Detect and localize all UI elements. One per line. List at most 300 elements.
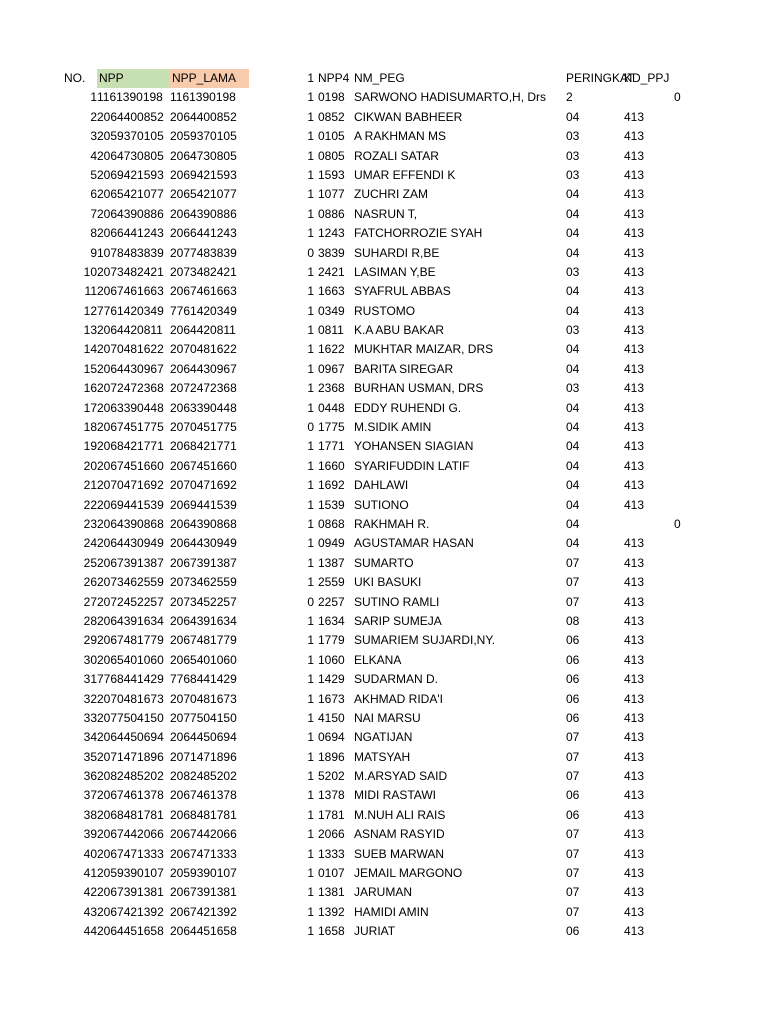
cell-npp4[interactable]: 0805 bbox=[318, 148, 345, 163]
header-nm-peg[interactable]: NM_PEG bbox=[354, 71, 405, 85]
cell-npp4[interactable]: 0886 bbox=[318, 206, 345, 221]
cell-npp4[interactable]: 1779 bbox=[318, 633, 345, 648]
cell-npp4[interactable]: 1378 bbox=[318, 788, 345, 803]
cell-nm-peg[interactable]: BURHAN USMAN, DRS bbox=[354, 381, 484, 396]
cell-npp[interactable]: 2068481781 bbox=[97, 807, 164, 822]
cell-no[interactable]: 1 bbox=[90, 90, 97, 105]
cell-npp-lama[interactable]: 7768441429 bbox=[170, 672, 237, 687]
cell-nm-peg[interactable]: SYAFRUL ABBAS bbox=[354, 284, 451, 299]
cell-peringkat[interactable]: 03 bbox=[566, 323, 580, 338]
cell-npp[interactable]: 2064430967 bbox=[97, 361, 164, 376]
header-one[interactable]: 1 bbox=[307, 71, 314, 85]
cell-npp[interactable]: 2071471896 bbox=[97, 749, 164, 764]
cell-npp4[interactable]: 0349 bbox=[318, 303, 345, 318]
cell-no[interactable]: 42 bbox=[83, 885, 97, 900]
cell-npp-lama[interactable]: 2064391634 bbox=[170, 613, 237, 628]
cell-npp4[interactable]: 1781 bbox=[318, 807, 345, 822]
cell-no[interactable]: 36 bbox=[83, 769, 97, 784]
cell-peringkat[interactable]: 06 bbox=[566, 633, 580, 648]
cell-one[interactable]: 0 bbox=[307, 420, 314, 435]
cell-nm-peg[interactable]: AKHMAD RIDA'I bbox=[354, 691, 443, 706]
cell-npp[interactable]: 2065421077 bbox=[97, 187, 164, 202]
cell-one[interactable]: 1 bbox=[307, 885, 314, 900]
cell-peringkat[interactable]: 07 bbox=[566, 866, 580, 881]
cell-one[interactable]: 1 bbox=[307, 730, 314, 745]
cell-peringkat[interactable]: 06 bbox=[566, 710, 580, 725]
cell-npp-lama[interactable]: 2070471692 bbox=[170, 478, 237, 493]
cell-peringkat[interactable]: 06 bbox=[566, 788, 580, 803]
cell-nm-peg[interactable]: ASNAM RASYID bbox=[354, 827, 445, 842]
cell-nm-peg[interactable]: M.SIDIK AMIN bbox=[354, 420, 432, 435]
cell-no[interactable]: 22 bbox=[83, 497, 97, 512]
cell-ppj[interactable] bbox=[674, 612, 704, 631]
cell-npp[interactable]: 2064391634 bbox=[97, 613, 164, 628]
cell-no[interactable]: 19 bbox=[83, 439, 97, 454]
cell-peringkat[interactable]: 04 bbox=[566, 536, 580, 551]
cell-npp-lama[interactable]: 2073452257 bbox=[170, 594, 237, 609]
cell-npp[interactable]: 2067451660 bbox=[97, 458, 164, 473]
cell-peringkat[interactable]: 04 bbox=[566, 303, 580, 318]
cell-one[interactable]: 1 bbox=[307, 555, 314, 570]
cell-no[interactable]: 14 bbox=[83, 342, 97, 357]
cell-one[interactable]: 1 bbox=[307, 206, 314, 221]
cell-npp4[interactable]: 0107 bbox=[318, 866, 345, 881]
cell-kd[interactable]: 413 bbox=[624, 594, 645, 609]
cell-ppj[interactable] bbox=[674, 321, 704, 340]
cell-no[interactable]: 6 bbox=[90, 187, 97, 202]
cell-ppj[interactable] bbox=[674, 709, 704, 728]
cell-npp4[interactable]: 1634 bbox=[318, 613, 345, 628]
cell-npp[interactable]: 2067391387 bbox=[97, 555, 164, 570]
cell-one[interactable]: 1 bbox=[307, 458, 314, 473]
cell-nm-peg[interactable]: FATCHORROZIE SYAH bbox=[354, 226, 483, 241]
cell-npp[interactable]: 2067442066 bbox=[97, 827, 164, 842]
cell-ppj[interactable] bbox=[674, 244, 704, 263]
cell-npp[interactable]: 2073462559 bbox=[97, 575, 164, 590]
cell-npp-lama[interactable]: 2082485202 bbox=[170, 769, 237, 784]
cell-npp-lama[interactable]: 2067391387 bbox=[170, 555, 237, 570]
cell-no[interactable]: 28 bbox=[83, 613, 97, 628]
cell-peringkat[interactable]: 04 bbox=[566, 245, 580, 260]
cell-npp-lama[interactable]: 2063390448 bbox=[170, 400, 237, 415]
cell-npp[interactable]: 2072452257 bbox=[97, 594, 164, 609]
cell-peringkat[interactable]: 2 bbox=[566, 90, 573, 105]
cell-npp-lama[interactable]: 2067451660 bbox=[170, 458, 237, 473]
cell-peringkat[interactable]: 03 bbox=[566, 264, 580, 279]
cell-npp-lama[interactable]: 2067461663 bbox=[170, 284, 237, 299]
cell-one[interactable]: 0 bbox=[307, 245, 314, 260]
cell-npp-lama[interactable]: 2066441243 bbox=[170, 226, 237, 241]
cell-npp-lama[interactable]: 2064390886 bbox=[170, 206, 237, 221]
cell-ppj[interactable] bbox=[674, 883, 704, 902]
cell-no[interactable]: 17 bbox=[83, 400, 97, 415]
cell-no[interactable]: 40 bbox=[83, 846, 97, 861]
cell-peringkat[interactable]: 07 bbox=[566, 555, 580, 570]
cell-no[interactable]: 3 bbox=[90, 129, 97, 144]
cell-peringkat[interactable]: 04 bbox=[566, 226, 580, 241]
cell-npp-lama[interactable]: 2069441539 bbox=[170, 497, 237, 512]
cell-no[interactable]: 33 bbox=[83, 710, 97, 725]
cell-nm-peg[interactable]: NASRUN T, bbox=[354, 206, 418, 221]
cell-no[interactable]: 43 bbox=[83, 904, 97, 919]
cell-npp-lama[interactable]: 2071471896 bbox=[170, 749, 237, 764]
cell-nm-peg[interactable]: ELKANA bbox=[354, 652, 402, 667]
cell-one[interactable]: 1 bbox=[307, 478, 314, 493]
cell-no[interactable]: 44 bbox=[83, 924, 97, 939]
cell-kd[interactable]: 413 bbox=[624, 420, 645, 435]
cell-one[interactable]: 1 bbox=[307, 788, 314, 803]
cell-nm-peg[interactable]: MUKHTAR MAIZAR, DRS bbox=[354, 342, 494, 357]
cell-npp-lama[interactable]: 2067471333 bbox=[170, 846, 237, 861]
cell-peringkat[interactable]: 04 bbox=[566, 497, 580, 512]
cell-npp-lama[interactable]: 2073462559 bbox=[170, 575, 237, 590]
cell-no[interactable]: 20 bbox=[83, 458, 97, 473]
cell-one[interactable]: 0 bbox=[307, 594, 314, 609]
cell-one[interactable]: 1 bbox=[307, 807, 314, 822]
cell-no[interactable]: 32 bbox=[83, 691, 97, 706]
cell-nm-peg[interactable]: MATSYAH bbox=[354, 749, 411, 764]
cell-kd[interactable]: 413 bbox=[624, 478, 645, 493]
cell-npp[interactable]: 2068421771 bbox=[97, 439, 164, 454]
cell-nm-peg[interactable]: SARWONO HADISUMARTO,H, Drs bbox=[354, 90, 547, 105]
cell-no[interactable]: 7 bbox=[90, 206, 97, 221]
cell-npp4[interactable]: 0694 bbox=[318, 730, 345, 745]
cell-npp[interactable]: 2077504150 bbox=[97, 710, 164, 725]
cell-nm-peg[interactable]: M.ARSYAD SAID bbox=[354, 769, 448, 784]
cell-npp4[interactable]: 1077 bbox=[318, 187, 345, 202]
cell-one[interactable]: 1 bbox=[307, 90, 314, 105]
cell-one[interactable]: 1 bbox=[307, 769, 314, 784]
cell-npp-lama[interactable]: 2077504150 bbox=[170, 710, 237, 725]
cell-npp-lama[interactable]: 2067481779 bbox=[170, 633, 237, 648]
cell-no[interactable]: 39 bbox=[83, 827, 97, 842]
cell-nm-peg[interactable]: UMAR EFFENDI K bbox=[354, 167, 456, 182]
cell-nm-peg[interactable]: A RAKHMAN MS bbox=[354, 129, 447, 144]
cell-kd[interactable]: 413 bbox=[624, 807, 645, 822]
cell-one[interactable]: 1 bbox=[307, 226, 314, 241]
cell-peringkat[interactable]: 07 bbox=[566, 885, 580, 900]
cell-npp-lama[interactable]: 7761420349 bbox=[170, 303, 237, 318]
cell-nm-peg[interactable]: DAHLAWI bbox=[354, 478, 409, 493]
cell-kd[interactable]: 413 bbox=[624, 575, 645, 590]
cell-kd[interactable]: 413 bbox=[624, 672, 645, 687]
cell-npp[interactable]: 2064420811 bbox=[97, 323, 163, 338]
cell-nm-peg[interactable]: JURIAT bbox=[354, 924, 396, 939]
cell-nm-peg[interactable]: SUMARTO bbox=[354, 555, 414, 570]
cell-peringkat[interactable]: 03 bbox=[566, 167, 580, 182]
cell-one[interactable]: 1 bbox=[307, 827, 314, 842]
cell-nm-peg[interactable]: UKI BASUKI bbox=[354, 575, 422, 590]
cell-kd[interactable]: 413 bbox=[624, 788, 645, 803]
cell-ppj[interactable] bbox=[674, 690, 704, 709]
cell-nm-peg[interactable]: ROZALI SATAR bbox=[354, 148, 439, 163]
cell-npp[interactable]: 2073482421 bbox=[97, 264, 164, 279]
cell-kd[interactable]: 413 bbox=[624, 710, 645, 725]
cell-ppj[interactable] bbox=[674, 399, 704, 418]
cell-one[interactable]: 1 bbox=[307, 109, 314, 124]
cell-npp-lama[interactable]: 2070481622 bbox=[170, 342, 237, 357]
cell-npp[interactable]: 7761420349 bbox=[97, 303, 164, 318]
cell-ppj[interactable] bbox=[674, 282, 704, 301]
cell-npp[interactable]: 2070471692 bbox=[97, 478, 164, 493]
cell-no[interactable]: 30 bbox=[83, 652, 97, 667]
cell-npp-lama[interactable]: 2070481673 bbox=[170, 691, 237, 706]
cell-peringkat[interactable]: 07 bbox=[566, 594, 580, 609]
cell-one[interactable]: 1 bbox=[307, 303, 314, 318]
cell-no[interactable]: 21 bbox=[83, 478, 97, 493]
cell-nm-peg[interactable]: NGATIJAN bbox=[354, 730, 413, 745]
cell-peringkat[interactable]: 07 bbox=[566, 730, 580, 745]
cell-nm-peg[interactable]: HAMIDI AMIN bbox=[354, 904, 429, 919]
cell-ppj[interactable] bbox=[674, 496, 704, 515]
cell-kd[interactable]: 413 bbox=[624, 769, 645, 784]
cell-npp-lama[interactable]: 2070451775 bbox=[170, 420, 237, 435]
cell-ppj[interactable] bbox=[674, 379, 704, 398]
cell-kd[interactable]: 413 bbox=[624, 691, 645, 706]
cell-one[interactable]: 1 bbox=[307, 536, 314, 551]
cell-kd[interactable]: 413 bbox=[624, 555, 645, 570]
cell-npp4[interactable]: 1387 bbox=[318, 555, 345, 570]
cell-no[interactable]: 9 bbox=[90, 245, 97, 260]
cell-npp4[interactable]: 1660 bbox=[318, 458, 345, 473]
cell-kd[interactable]: 413 bbox=[624, 749, 645, 764]
cell-npp4[interactable]: 0811 bbox=[318, 323, 344, 338]
cell-kd[interactable]: 413 bbox=[624, 613, 645, 628]
cell-kd[interactable]: 413 bbox=[624, 458, 645, 473]
cell-npp[interactable]: 2064400852 bbox=[97, 109, 164, 124]
cell-ppj[interactable] bbox=[674, 205, 704, 224]
cell-no[interactable]: 4 bbox=[90, 148, 97, 163]
cell-ppj[interactable] bbox=[674, 651, 704, 670]
cell-npp[interactable]: 1161390198 bbox=[97, 90, 163, 105]
cell-npp4[interactable]: 0868 bbox=[318, 516, 345, 531]
cell-npp[interactable]: 2069441539 bbox=[97, 497, 164, 512]
cell-ppj[interactable] bbox=[674, 845, 704, 864]
cell-npp[interactable]: 2067461378 bbox=[97, 788, 164, 803]
cell-ppj[interactable] bbox=[674, 127, 704, 146]
cell-npp[interactable]: 2064450694 bbox=[97, 730, 164, 745]
cell-ppj[interactable] bbox=[674, 903, 704, 922]
cell-npp4[interactable]: 0105 bbox=[318, 129, 345, 144]
cell-npp[interactable]: 2059390107 bbox=[97, 866, 164, 881]
cell-no[interactable]: 26 bbox=[83, 575, 97, 590]
cell-peringkat[interactable]: 07 bbox=[566, 575, 580, 590]
cell-ppj[interactable] bbox=[674, 593, 704, 612]
header-kd-ppj[interactable]: KD_PPJ bbox=[624, 71, 670, 85]
cell-one[interactable]: 1 bbox=[307, 361, 314, 376]
cell-one[interactable]: 1 bbox=[307, 497, 314, 512]
cell-npp4[interactable]: 1663 bbox=[318, 284, 345, 299]
cell-npp-lama[interactable]: 2067391381 bbox=[170, 885, 237, 900]
cell-one[interactable]: 1 bbox=[307, 710, 314, 725]
cell-kd[interactable]: 413 bbox=[624, 827, 645, 842]
cell-one[interactable]: 1 bbox=[307, 846, 314, 861]
cell-npp[interactable]: 2064390868 bbox=[97, 516, 164, 531]
cell-kd[interactable]: 413 bbox=[624, 497, 645, 512]
cell-one[interactable]: 1 bbox=[307, 633, 314, 648]
cell-one[interactable]: 1 bbox=[307, 167, 314, 182]
cell-npp-lama[interactable]: 2059370105 bbox=[170, 129, 237, 144]
cell-no[interactable]: 25 bbox=[83, 555, 97, 570]
cell-nm-peg[interactable]: K.A ABU BAKAR bbox=[354, 323, 445, 338]
cell-npp-lama[interactable]: 2064390868 bbox=[170, 516, 237, 531]
cell-npp4[interactable]: 2066 bbox=[318, 827, 345, 842]
cell-one[interactable]: 1 bbox=[307, 284, 314, 299]
cell-npp-lama[interactable]: 2065421077 bbox=[170, 187, 237, 202]
cell-peringkat[interactable]: 04 bbox=[566, 206, 580, 221]
cell-npp[interactable]: 2070481673 bbox=[97, 691, 164, 706]
cell-npp[interactable]: 2067461663 bbox=[97, 284, 164, 299]
cell-nm-peg[interactable]: JEMAIL MARGONO bbox=[354, 866, 463, 881]
cell-no[interactable]: 15 bbox=[83, 361, 97, 376]
cell-npp-lama[interactable]: 2064451658 bbox=[170, 924, 237, 939]
cell-npp4[interactable]: 2257 bbox=[318, 594, 345, 609]
cell-npp-lama[interactable]: 2067442066 bbox=[170, 827, 237, 842]
cell-kd[interactable]: 413 bbox=[624, 264, 645, 279]
cell-one[interactable]: 1 bbox=[307, 652, 314, 667]
cell-peringkat[interactable]: 04 bbox=[566, 109, 580, 124]
cell-one[interactable]: 1 bbox=[307, 381, 314, 396]
cell-nm-peg[interactable]: SYARIFUDDIN LATIF bbox=[354, 458, 470, 473]
cell-npp4[interactable]: 1771 bbox=[318, 439, 345, 454]
cell-kd[interactable] bbox=[624, 515, 674, 534]
cell-ppj[interactable] bbox=[674, 534, 704, 553]
cell-npp[interactable]: 1078483839 bbox=[97, 245, 164, 260]
cell-npp-lama[interactable]: 2077483839 bbox=[170, 245, 237, 260]
cell-npp4[interactable]: 0852 bbox=[318, 109, 345, 124]
cell-no[interactable]: 24 bbox=[83, 536, 97, 551]
cell-kd[interactable]: 413 bbox=[624, 245, 645, 260]
cell-npp[interactable]: 2067471333 bbox=[97, 846, 164, 861]
cell-one[interactable]: 1 bbox=[307, 575, 314, 590]
cell-nm-peg[interactable]: RUSTOMO bbox=[354, 303, 416, 318]
cell-npp-lama[interactable]: 2059390107 bbox=[170, 866, 237, 881]
cell-npp-lama[interactable]: 2069421593 bbox=[170, 167, 237, 182]
cell-npp4[interactable]: 0448 bbox=[318, 400, 345, 415]
cell-peringkat[interactable]: 06 bbox=[566, 672, 580, 687]
cell-peringkat[interactable]: 04 bbox=[566, 361, 580, 376]
cell-peringkat[interactable]: 04 bbox=[566, 187, 580, 202]
cell-ppj[interactable] bbox=[674, 340, 704, 359]
cell-nm-peg[interactable]: SUTINO RAMLI bbox=[354, 594, 440, 609]
header-peringkat[interactable]: PERINGKAT bbox=[566, 71, 635, 85]
cell-no[interactable]: 38 bbox=[83, 807, 97, 822]
cell-ppj[interactable] bbox=[674, 166, 704, 185]
cell-ppj[interactable] bbox=[674, 147, 704, 166]
cell-kd[interactable]: 413 bbox=[624, 652, 645, 667]
cell-npp-lama[interactable]: 1161390198 bbox=[170, 90, 236, 105]
cell-nm-peg[interactable]: AGUSTAMAR HASAN bbox=[354, 536, 474, 551]
cell-npp4[interactable]: 1392 bbox=[318, 904, 345, 919]
cell-nm-peg[interactable]: LASIMAN Y,BE bbox=[354, 264, 436, 279]
cell-npp[interactable]: 2067451775 bbox=[97, 420, 164, 435]
cell-nm-peg[interactable]: SUTIONO bbox=[354, 497, 409, 512]
cell-peringkat[interactable]: 04 bbox=[566, 439, 580, 454]
cell-npp4[interactable]: 1593 bbox=[318, 167, 345, 182]
cell-kd[interactable]: 413 bbox=[624, 904, 645, 919]
cell-npp[interactable]: 2067391381 bbox=[97, 885, 164, 900]
cell-no[interactable]: 16 bbox=[83, 381, 97, 396]
header-no[interactable]: NO. bbox=[64, 71, 86, 85]
cell-ppj[interactable] bbox=[674, 825, 704, 844]
cell-npp4[interactable]: 1333 bbox=[318, 846, 345, 861]
cell-kd[interactable]: 413 bbox=[624, 381, 645, 396]
cell-one[interactable]: 1 bbox=[307, 264, 314, 279]
cell-peringkat[interactable]: 06 bbox=[566, 807, 580, 822]
cell-nm-peg[interactable]: CIKWAN BABHEER bbox=[354, 109, 463, 124]
cell-one[interactable]: 1 bbox=[307, 904, 314, 919]
cell-npp-lama[interactable]: 2064430967 bbox=[170, 361, 237, 376]
cell-npp4[interactable]: 1673 bbox=[318, 691, 345, 706]
cell-ppj[interactable] bbox=[674, 786, 704, 805]
cell-npp-lama[interactable]: 2064420811 bbox=[170, 323, 236, 338]
cell-nm-peg[interactable]: M.NUH ALI RAIS bbox=[354, 807, 446, 822]
cell-ppj[interactable]: 0 bbox=[674, 516, 681, 531]
cell-ppj[interactable] bbox=[674, 728, 704, 747]
cell-ppj[interactable] bbox=[674, 864, 704, 883]
cell-kd[interactable]: 413 bbox=[624, 148, 645, 163]
cell-peringkat[interactable]: 07 bbox=[566, 749, 580, 764]
cell-no[interactable]: 41 bbox=[83, 866, 97, 881]
cell-npp[interactable]: 2069421593 bbox=[97, 167, 164, 182]
cell-nm-peg[interactable]: NAI MARSU bbox=[354, 710, 421, 725]
cell-npp[interactable]: 2067481779 bbox=[97, 633, 164, 648]
cell-one[interactable]: 1 bbox=[307, 439, 314, 454]
cell-kd[interactable]: 413 bbox=[624, 885, 645, 900]
cell-npp[interactable]: 2066441243 bbox=[97, 226, 164, 241]
cell-npp[interactable]: 2070481622 bbox=[97, 342, 164, 357]
cell-one[interactable]: 1 bbox=[307, 613, 314, 628]
cell-no[interactable]: 35 bbox=[83, 749, 97, 764]
cell-peringkat[interactable]: 07 bbox=[566, 846, 580, 861]
cell-ppj[interactable] bbox=[674, 806, 704, 825]
cell-peringkat[interactable]: 04 bbox=[566, 516, 580, 531]
cell-no[interactable]: 31 bbox=[83, 672, 97, 687]
cell-nm-peg[interactable]: YOHANSEN SIAGIAN bbox=[354, 439, 474, 454]
cell-nm-peg[interactable]: SUMARIEM SUJARDI,NY. bbox=[354, 633, 496, 648]
cell-ppj[interactable] bbox=[674, 922, 704, 941]
cell-ppj[interactable] bbox=[674, 476, 704, 495]
cell-no[interactable]: 37 bbox=[83, 788, 97, 803]
cell-npp4[interactable]: 2368 bbox=[318, 381, 345, 396]
cell-npp-lama[interactable]: 2064730805 bbox=[170, 148, 237, 163]
cell-peringkat[interactable]: 06 bbox=[566, 652, 580, 667]
cell-kd[interactable]: 413 bbox=[624, 187, 645, 202]
cell-ppj[interactable] bbox=[674, 767, 704, 786]
cell-ppj[interactable] bbox=[674, 360, 704, 379]
cell-no[interactable]: 12 bbox=[83, 303, 97, 318]
cell-kd[interactable]: 413 bbox=[624, 109, 645, 124]
cell-npp-lama[interactable]: 2065401060 bbox=[170, 652, 237, 667]
cell-npp[interactable]: 2072472368 bbox=[97, 381, 164, 396]
cell-ppj[interactable] bbox=[674, 108, 704, 127]
cell-nm-peg[interactable]: RAKHMAH R. bbox=[354, 516, 430, 531]
cell-npp-lama[interactable]: 2064430949 bbox=[170, 536, 237, 551]
cell-one[interactable]: 1 bbox=[307, 866, 314, 881]
cell-ppj[interactable]: 0 bbox=[674, 90, 681, 105]
cell-ppj[interactable] bbox=[674, 418, 704, 437]
cell-npp4[interactable]: 1429 bbox=[318, 672, 345, 687]
cell-ppj[interactable] bbox=[674, 748, 704, 767]
cell-ppj[interactable] bbox=[674, 437, 704, 456]
cell-no[interactable]: 13 bbox=[83, 323, 97, 338]
cell-no[interactable]: 27 bbox=[83, 594, 97, 609]
header-npp[interactable]: NPP bbox=[97, 69, 172, 88]
cell-no[interactable]: 8 bbox=[90, 226, 97, 241]
cell-npp-lama[interactable]: 2068421771 bbox=[170, 439, 237, 454]
cell-one[interactable]: 1 bbox=[307, 516, 314, 531]
cell-kd[interactable]: 413 bbox=[624, 439, 645, 454]
